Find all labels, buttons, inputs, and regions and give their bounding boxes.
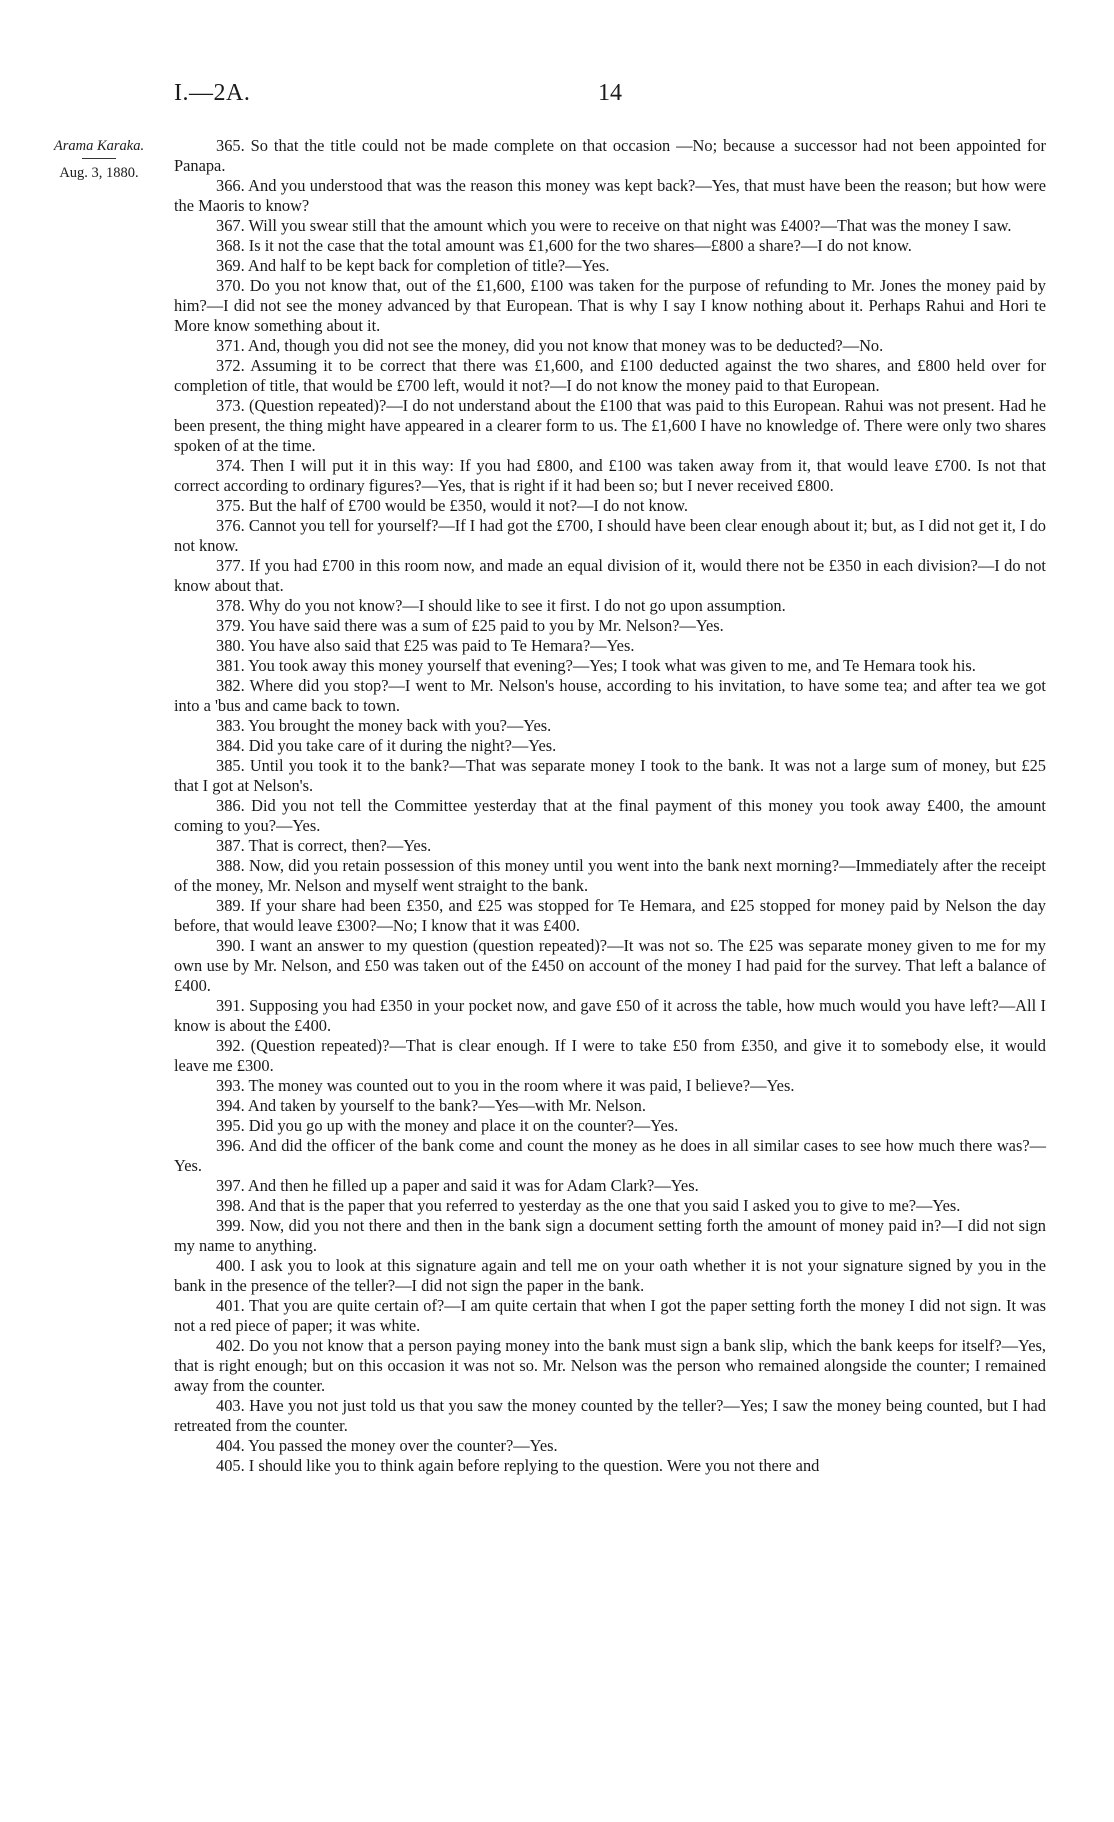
testimony-paragraph: 400. I ask you to look at this signature again and tell me on your oath whether it is not your signature signed by you in the bank in the presence of the teller?—I did not sign the paper in the bank.: [174, 1256, 1046, 1295]
testimony-paragraph: 395. Did you go up with the money and place it on the counter?—Yes.: [216, 1116, 679, 1135]
testimony-paragraph: 370. Do you not know that, out of the £1,600, £100 was taken for the purpose of refunding to Mr. Jones the money paid by him?—I did not see the money advanced by that European. That is why I say I know nothing about it. Perhaps Rahui and Hori te More know something about it.: [174, 276, 1046, 335]
testimony-paragraph: 369. And half to be kept back for completion of title?—Yes.: [216, 256, 610, 275]
testimony-paragraph: 388. Now, did you retain possession of this money until you went into the bank next morning?—Immediately after the receipt of the money, Mr. Nelson and myself went straight to the bank.: [174, 856, 1046, 895]
testimony-paragraph: 374. Then I will put it in this way: If you had £800, and £100 was taken away from it, that would leave £700. Is not that correct according to ordinary figures?—Yes, that is right if it had been so; but I never received £800.: [174, 456, 1046, 495]
testimony-paragraph: 390. I want an answer to my question (question repeated)?—It was not so. The £25 was separate money given to me for my own use by Mr. Nelson, and £50 was taken out of the £450 on account of the money I had paid for the survey. That left a balance of £400.: [174, 936, 1046, 995]
testimony-paragraph: 389. If your share had been £350, and £25 was stopped for Te Hemara, and £25 stopped for money paid by Nelson the day before, that would leave £300?—No; I know that it was £400.: [174, 896, 1046, 935]
testimony-paragraph: 391. Supposing you had £350 in your pocket now, and gave £50 of it across the table, how much would you have left?—All I know is about the £400.: [174, 996, 1046, 1035]
testimony-paragraph: 394. And taken by yourself to the bank?—Yes—with Mr. Nelson.: [216, 1096, 646, 1115]
testimony-paragraph: 387. That is correct, then?—Yes.: [216, 836, 432, 855]
testimony-paragraph: 383. You brought the money back with you?—Yes.: [216, 716, 552, 735]
testimony-paragraph: 367. Will you swear still that the amount which you were to receive on that night was £400?—That was the money I saw.: [216, 216, 1012, 235]
testimony-body: [174, 136, 1046, 1476]
testimony-paragraph: 380. You have also said that £25 was paid to Te Hemara?—Yes.: [216, 636, 635, 655]
testimony-paragraph: 405. I should like you to think again before replying to the question. Were you not there and: [216, 1456, 820, 1475]
witness-name: Arama Karaka.: [53, 138, 145, 154]
testimony-paragraph: 379. You have said there was a sum of £25 paid to you by Mr. Nelson?—Yes.: [216, 616, 724, 635]
testimony-paragraph: 384. Did you take care of it during the night?—Yes.: [216, 736, 557, 755]
testimony-paragraph: 365. So that the title could not be made complete on that occasion —No; because a successor had not been appointed for Panapa.: [174, 136, 1046, 175]
page-header: [174, 80, 1044, 116]
testimony-paragraph: 373. (Question repeated)?—I do not understand about the £100 that was paid to this European. Rahui was not present. Had he been present, the thing might have appeared in a clearer form to us. The £1,600 I have no knowledge of. There were only two shares spoken of at the time.: [174, 396, 1046, 455]
testimony-paragraph: 368. Is it not the case that the total amount was £1,600 for the two shares—£800 a share?—I do not know.: [216, 236, 912, 255]
margin-rule: [82, 158, 116, 159]
testimony-paragraph: 392. (Question repeated)?—That is clear enough. If I were to take £50 from £350, and give it to somebody else, it would leave me £300.: [174, 1036, 1046, 1075]
testimony-paragraph: 382. Where did you stop?—I went to Mr. Nelson's house, according to his invitation, to have some tea; and after tea we got into a 'bus and came back to town.: [174, 676, 1046, 715]
testimony-paragraph: 398. And that is the paper that you referred to yesterday as the one that you said I asked you to give to me?—Yes.: [216, 1196, 961, 1215]
margin-note: [28, 136, 170, 183]
testimony-paragraph: 404. You passed the money over the counter?—Yes.: [216, 1436, 558, 1455]
testimony-paragraph: 396. And did the officer of the bank come and count the money as he does in all similar cases to see how much there was?—Yes.: [174, 1136, 1046, 1175]
testimony-paragraph: 397. And then he filled up a paper and said it was for Adam Clark?—Yes.: [216, 1176, 699, 1195]
testimony-paragraph: 381. You took away this money yourself that evening?—Yes; I took what was given to me, and Te Hemara took his.: [216, 656, 976, 675]
testimony-paragraph: 393. The money was counted out to you in the room where it was paid, I believe?—Yes.: [216, 1076, 795, 1095]
testimony-paragraph: 371. And, though you did not see the money, did you not know that money was to be deducted?—No.: [216, 336, 884, 355]
testimony-paragraph: 386. Did you not tell the Committee yesterday that at the final payment of this money you took away £400, the amount coming to you?—Yes.: [174, 796, 1046, 835]
testimony-paragraph: 372. Assuming it to be correct that there was £1,600, and £100 deducted against the two shares, and £800 held over for completion of title, that would be £700 left, would it not?—I do not know the money paid to that European.: [174, 356, 1046, 395]
testimony-paragraph: 375. But the half of £700 would be £350, would it not?—I do not know.: [216, 496, 688, 515]
hearing-date: Aug. 3, 1880.: [59, 165, 139, 181]
testimony-paragraph: 401. That you are quite certain of?—I am quite certain that when I got the paper setting forth the money I did not sign. It was not a red piece of paper; it was white.: [174, 1296, 1046, 1335]
paper-reference: I.—2A.: [174, 80, 251, 106]
testimony-paragraph: 378. Why do you not know?—I should like to see it first. I do not go upon assumption.: [216, 596, 786, 615]
testimony-paragraph: 385. Until you took it to the bank?—That was separate money I took to the bank. It was not a large sum of money, but £25 that I got at Nelson's.: [174, 756, 1046, 795]
testimony-paragraph: 403. Have you not just told us that you saw the money counted by the teller?—Yes; I saw the money being counted, but I had retreated from the counter.: [174, 1396, 1046, 1435]
testimony-paragraph: 377. If you had £700 in this room now, and made an equal division of it, would there not be £350 in each division?—I do not know about that.: [174, 556, 1046, 595]
testimony-paragraph: 402. Do you not know that a person paying money into the bank must sign a bank slip, which the bank keeps for itself?—Yes, that is right enough; but on this occasion it was not so. Mr. Nelson was the person who remained alongside the counter; I remained away from the counter.: [174, 1336, 1046, 1395]
testimony-paragraph: 399. Now, did you not there and then in the bank sign a document setting forth the amount of money paid in?—I did not sign my name to anything.: [174, 1216, 1046, 1255]
testimony-paragraph: 376. Cannot you tell for yourself?—If I had got the £700, I should have been clear enough about it; but, as I did not get it, I do not know.: [174, 516, 1046, 555]
testimony-paragraph: 366. And you understood that was the reason this money was kept back?—Yes, that must have been the reason; but how were the Maoris to know?: [174, 176, 1046, 215]
page-number: 14: [598, 80, 622, 106]
